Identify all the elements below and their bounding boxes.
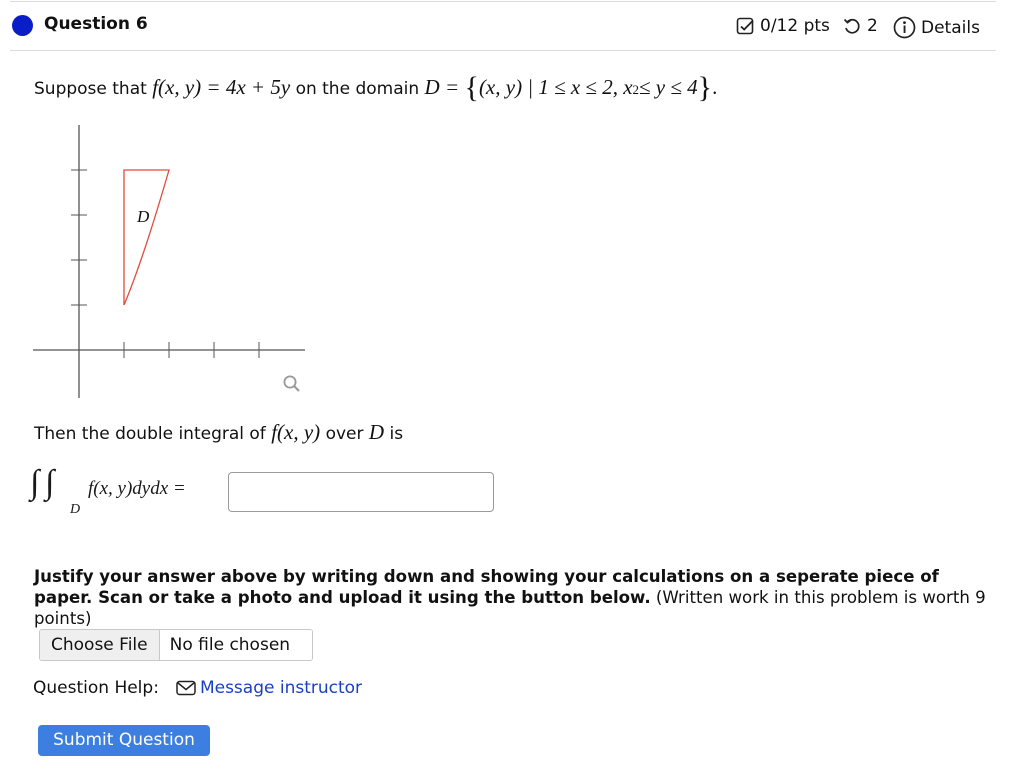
integral-subscript: D <box>70 502 81 517</box>
then-is: is <box>389 424 404 444</box>
region-d-outline <box>124 170 169 305</box>
help-label: Question Help: <box>33 678 159 698</box>
domain-graph <box>30 120 320 414</box>
then-text: Then the double integral of <box>34 424 266 444</box>
submit-question-button[interactable]: Submit Question <box>38 725 210 756</box>
justify-bold: Justify your answer above by writing down and showing your calculations on a seperate piece of paper. Scan or take a photo and upload it using the button below. <box>34 567 939 607</box>
domain-tail: ≤ y ≤ 4 <box>639 75 698 99</box>
justify-instructions <box>34 566 994 629</box>
envelope-icon <box>176 680 196 696</box>
checkbox-icon <box>736 17 755 36</box>
score-indicator <box>736 16 830 36</box>
justify-points: (Written work in this problem is worth 9 points) <box>34 588 986 628</box>
then-over: over <box>325 424 364 444</box>
header-divider <box>10 50 996 51</box>
prompt-end: . <box>712 75 718 99</box>
prompt-function: f(x, y) = 4x + 5y <box>152 75 291 99</box>
file-upload[interactable] <box>39 629 313 661</box>
left-brace: { <box>464 71 479 104</box>
details-label: Details <box>921 17 980 38</box>
score-text: 0/12 pts <box>760 16 830 36</box>
right-brace: } <box>697 71 713 104</box>
info-icon <box>893 16 916 39</box>
prompt-intro: Suppose that <box>34 79 147 99</box>
question-help <box>33 678 362 698</box>
integrand: f(x, y)dydx = <box>88 478 186 499</box>
domain-set: (x, y) | 1 ≤ x ≤ 2, x <box>478 75 633 99</box>
then-domain: D <box>368 420 385 444</box>
attempts-indicator <box>843 16 878 36</box>
prompt-mid: on the domain <box>295 79 420 99</box>
graph-svg <box>30 120 320 410</box>
integral-sign-2: ∫ <box>45 464 55 501</box>
answer-input[interactable] <box>228 472 494 512</box>
question-prompt <box>34 70 718 104</box>
integral-intro <box>34 420 403 445</box>
region-label: D <box>137 207 150 226</box>
file-status: No file chosen <box>160 630 312 660</box>
domain-lhs: D = <box>424 75 460 99</box>
integral-sign-1: ∫ <box>30 464 40 501</box>
magnifier-icon[interactable] <box>284 376 299 391</box>
domain-exponent: 2 <box>632 82 640 97</box>
retry-icon <box>843 17 861 35</box>
top-divider <box>10 1 996 2</box>
then-func: f(x, y) <box>271 420 321 444</box>
details-button[interactable] <box>893 16 980 39</box>
question-title: Question 6 <box>44 14 148 34</box>
attempts-count: 2 <box>867 16 878 36</box>
message-instructor-link[interactable]: Message instructor <box>199 678 363 698</box>
question-status-dot <box>12 15 33 36</box>
choose-file-button[interactable]: Choose File <box>40 630 160 660</box>
